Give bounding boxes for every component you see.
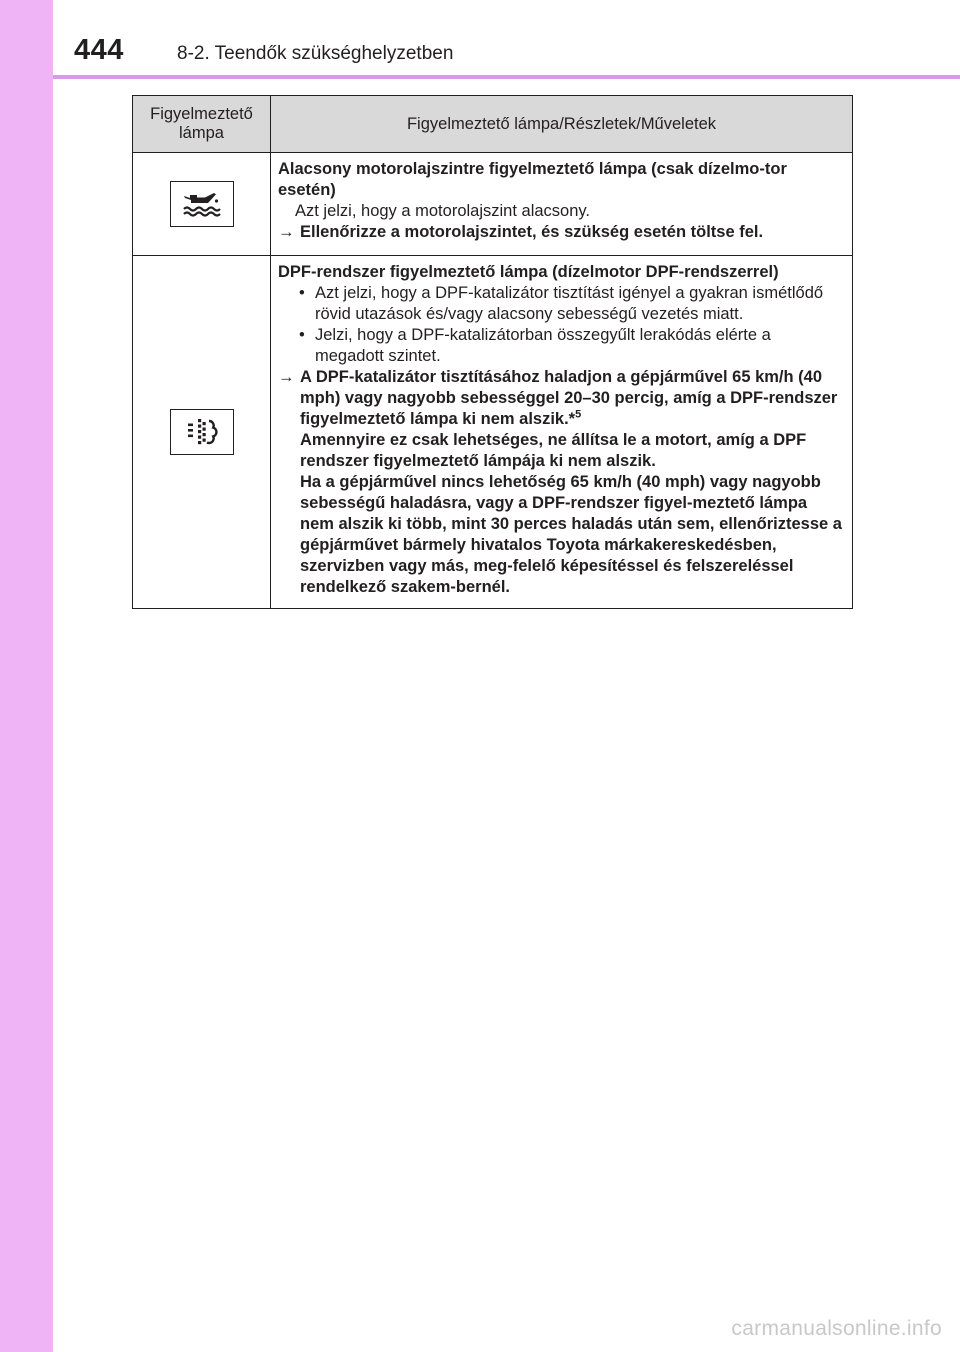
table-row [133,153,853,256]
details-cell [271,256,853,609]
action-line [278,222,842,243]
section-title: 8-2. Teendők szükséghelyzetben [177,43,454,64]
dpf-warning-icon [170,409,234,455]
lamp-title: DPF-rendszer figyelmeztető lámpa (dízelmotor DPF-rendszerrel) [278,263,779,281]
action-line [278,367,842,598]
bullet-icon: • [299,326,305,344]
header-divider [53,75,960,79]
watermark: carmanualsonline.info [731,1317,942,1340]
bullet-icon: • [299,284,305,302]
page-number: 444 [74,34,124,66]
action-text-2: Amennyire ez csak lehetséges, ne állítsa le a motort, amíg a DPF rendszer figyelmeztető lámpája ki nem alszik. [300,431,807,470]
list-item [278,283,842,325]
arrow-icon: → [278,223,295,241]
column-header-details: Figyelmeztető lámpa/Részletek/Műveletek [271,96,853,153]
side-color-strip [0,0,53,1352]
lamp-title: Alacsony motorolajszintre figyelmeztető lámpa (csak dízelmo-tor esetén) [278,160,787,199]
lamp-cell [133,153,271,256]
list-item [278,325,842,367]
table-header-row [133,96,853,153]
action-text: Ellenőrizze a motorolajszintet, és szükség esetén töltse fel. [300,223,764,241]
warning-lamp-table [132,95,853,609]
bullet-text: Azt jelzi, hogy a DPF-katalizátor tisztítást igényel a gyakran ismétlődő rövid utazások és/vagy alacsony sebességű vezetés miatt. [315,284,824,323]
details-cell [271,153,853,256]
column-header-lamp: Figyelmeztető lámpa [133,96,271,153]
bullet-text: Jelzi, hogy a DPF-katalizátorban összegyűlt lerakódás elérte a megadott szintet. [315,326,771,365]
table-row [133,256,853,609]
action-text-3: Ha a gépjárművel nincs lehetőség 65 km/h (40 mph) vagy nagyobb sebességű haladásra, vagy a DPF-rendszer figyel-meztető lámpa nem alszik ki több, mint 30 perces haladás után sem, ellenőriztesse a gépjárművet bármely hivatalos Toyota márkakereskedésben, szervizben vagy más, meg-felelő képesítéssel és felszereléssel rendelkező szakem-bernél. [300,473,842,596]
action-text: A DPF-katalizátor tisztításához haladjon a gépjárművel 65 km/h (40 mph) vagy nagyobb sebességgel 20–30 percig, amíg a DPF-rendszer figyelmeztető lámpa ki nem alszik.* [300,368,838,428]
lamp-cell [133,256,271,609]
lamp-description: Azt jelzi, hogy a motorolajszint alacsony. [295,202,590,220]
footnote-ref: 5 [575,408,582,421]
oil-level-warning-icon [170,181,234,227]
arrow-icon: → [278,368,295,386]
